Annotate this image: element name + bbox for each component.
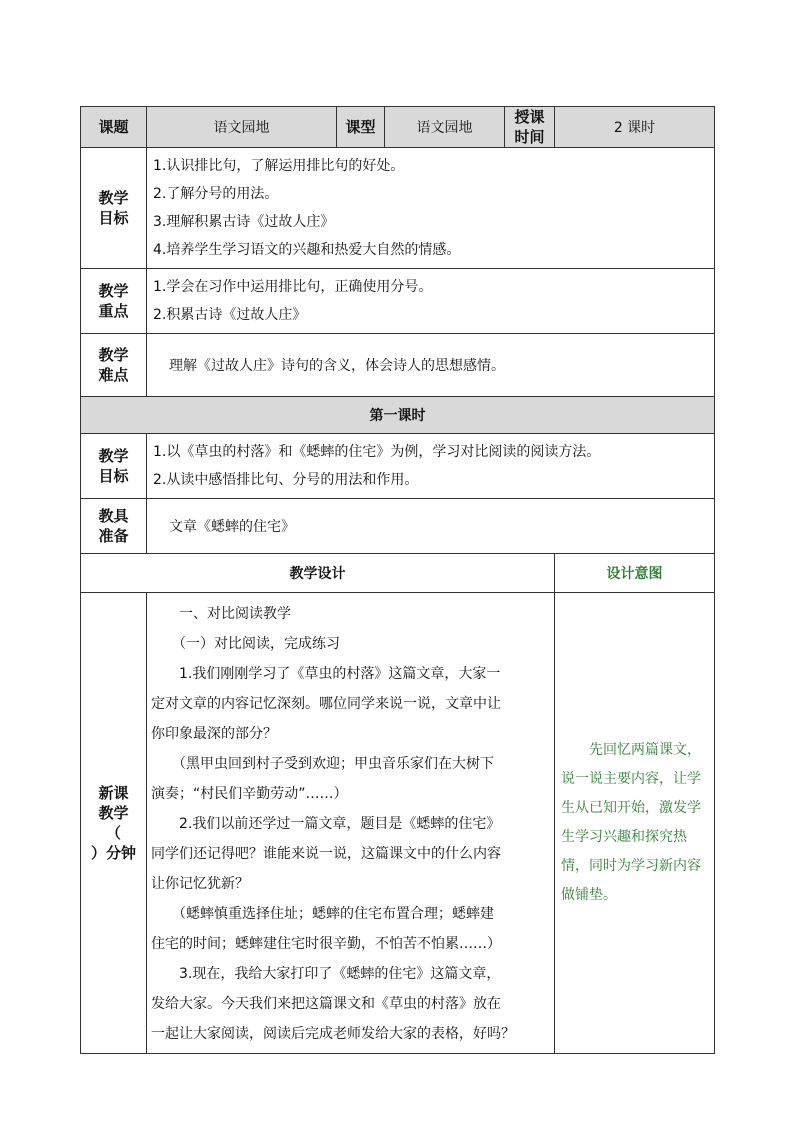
key-points-label [81, 269, 147, 334]
key-point-item: 1.学会在习作中运用排比句，正确使用分号。 [153, 279, 433, 295]
new-lesson-label-line-3: （ [105, 824, 121, 842]
header-row [81, 107, 715, 148]
design-line: 一、对比阅读教学 [151, 606, 291, 622]
design-line: 发给大家。今天我们来把这篇课文和《草虫的村落》放在 [151, 996, 501, 1012]
new-lesson-label [81, 593, 147, 1054]
difficulties-text: 理解《过故人庄》诗句的含义，体会诗人的思想感情。 [147, 334, 715, 397]
lesson-plan [80, 106, 714, 1054]
goal-item: 1.认识排比句，了解运用排比句的好处。 [153, 158, 405, 174]
key-points-row [81, 269, 715, 334]
difficulties-row [81, 334, 715, 397]
design-line: （蟋蟀慎重选择住址；蟋蟀的住宅布置合理；蟋蟀建 [151, 906, 494, 922]
design-body [147, 593, 555, 1054]
design-line: 3.现在，我给大家打印了《蟋蟀的住宅》这篇文章， [151, 966, 501, 982]
goal-item: 4.培养学生学习语文的兴趣和热爱大自然的情感。 [153, 242, 461, 258]
tools-row [81, 499, 715, 554]
new-lesson-row [81, 593, 715, 1054]
topic-value: 语文园地 [147, 107, 337, 148]
key-points-label-line-1: 教学 [98, 282, 129, 300]
key-points-list [147, 269, 715, 334]
lesson1-goal-item: 2.从读中感悟排比句、分号的用法和作用。 [153, 472, 419, 488]
goals-list [147, 148, 715, 269]
time-value: 2 课时 [555, 107, 715, 148]
difficulties-label [81, 334, 147, 397]
design-line: 定对文章的内容记忆深刻。哪位同学来说一说，文章中让 [151, 696, 501, 712]
tools-label-line-1: 教具 [98, 507, 129, 525]
time-label-line-1: 授课 [514, 108, 545, 126]
design-line: 住宅的时间；蟋蟀建住宅时很辛勤，不怕苦不怕累……） [151, 936, 501, 952]
type-value: 语文园地 [385, 107, 505, 148]
key-points-label-line-2: 重点 [98, 302, 129, 320]
lesson1-goals-label-line-2: 目标 [98, 467, 129, 485]
tools-text: 文章《蟋蟀的住宅》 [147, 499, 715, 554]
goals-label [81, 148, 147, 269]
design-line: 2.我们以前还学过一篇文章，题目是《蟋蟀的住宅》 [151, 816, 501, 832]
goals-row [81, 148, 715, 269]
tools-label-line-2: 准备 [98, 527, 129, 545]
design-line: 你印象最深的部分？ [151, 726, 277, 742]
goal-item: 3.理解积累古诗《过故人庄》 [153, 214, 335, 230]
topic-label: 课题 [81, 107, 147, 148]
goal-item: 2.了解分号的用法。 [153, 186, 279, 202]
design-line: （黑甲虫回到村子受到欢迎；甲虫音乐家们在大树下 [151, 756, 494, 772]
lesson1-goal-item: 1.以《草虫的村落》和《蟋蟀的住宅》为例，学习对比阅读的阅读方法。 [153, 444, 601, 460]
design-line: （一）对比阅读，完成练习 [151, 636, 340, 652]
lesson1-goals-label-line-1: 教学 [98, 447, 129, 465]
lesson1-goals-label [81, 434, 147, 499]
goals-label-line-1: 教学 [98, 189, 129, 207]
goals-label-line-2: 目标 [98, 209, 129, 227]
lesson1-goals-list [147, 434, 715, 499]
key-point-item: 2.积累古诗《过故人庄》 [153, 307, 307, 323]
lesson1-goals-row [81, 434, 715, 499]
difficulties-label-line-2: 难点 [98, 366, 129, 384]
design-line: 一起让大家阅读，阅读后完成老师发给大家的表格，好吗？ [151, 1026, 515, 1042]
intent-text: 先回忆两篇课文，说一说主要内容，让学生从已知开始，激发学生学习兴趣和探究热情，同时为学习新内容做铺垫。 [561, 742, 701, 903]
lesson1-title-row [81, 397, 715, 434]
design-column-header: 教学设计 [81, 554, 555, 593]
tools-label [81, 499, 147, 554]
intent-column-header: 设计意图 [555, 554, 715, 593]
intent-cell [555, 593, 715, 1054]
difficulties-label-line-1: 教学 [98, 346, 129, 364]
type-label: 课型 [337, 107, 385, 148]
design-line: 同学们还记得吧？谁能来说一说，这篇课文中的什么内容 [151, 846, 501, 862]
lesson1-title: 第一课时 [81, 397, 715, 434]
design-line: 让你记忆犹新？ [151, 876, 249, 892]
time-label [505, 107, 555, 148]
design-line: 1.我们刚刚学习了《草虫的村落》这篇文章，大家一 [151, 666, 501, 682]
time-label-line-2: 时间 [514, 128, 545, 146]
lesson-plan-table [80, 106, 715, 1054]
design-header-row [81, 554, 715, 593]
new-lesson-label-line-1: 新课 [98, 784, 129, 802]
new-lesson-label-line-4: ）分钟 [90, 844, 136, 862]
new-lesson-label-line-2: 教学 [98, 804, 129, 822]
design-line: 演奏；“村民们辛勤劳动”……） [151, 786, 348, 802]
